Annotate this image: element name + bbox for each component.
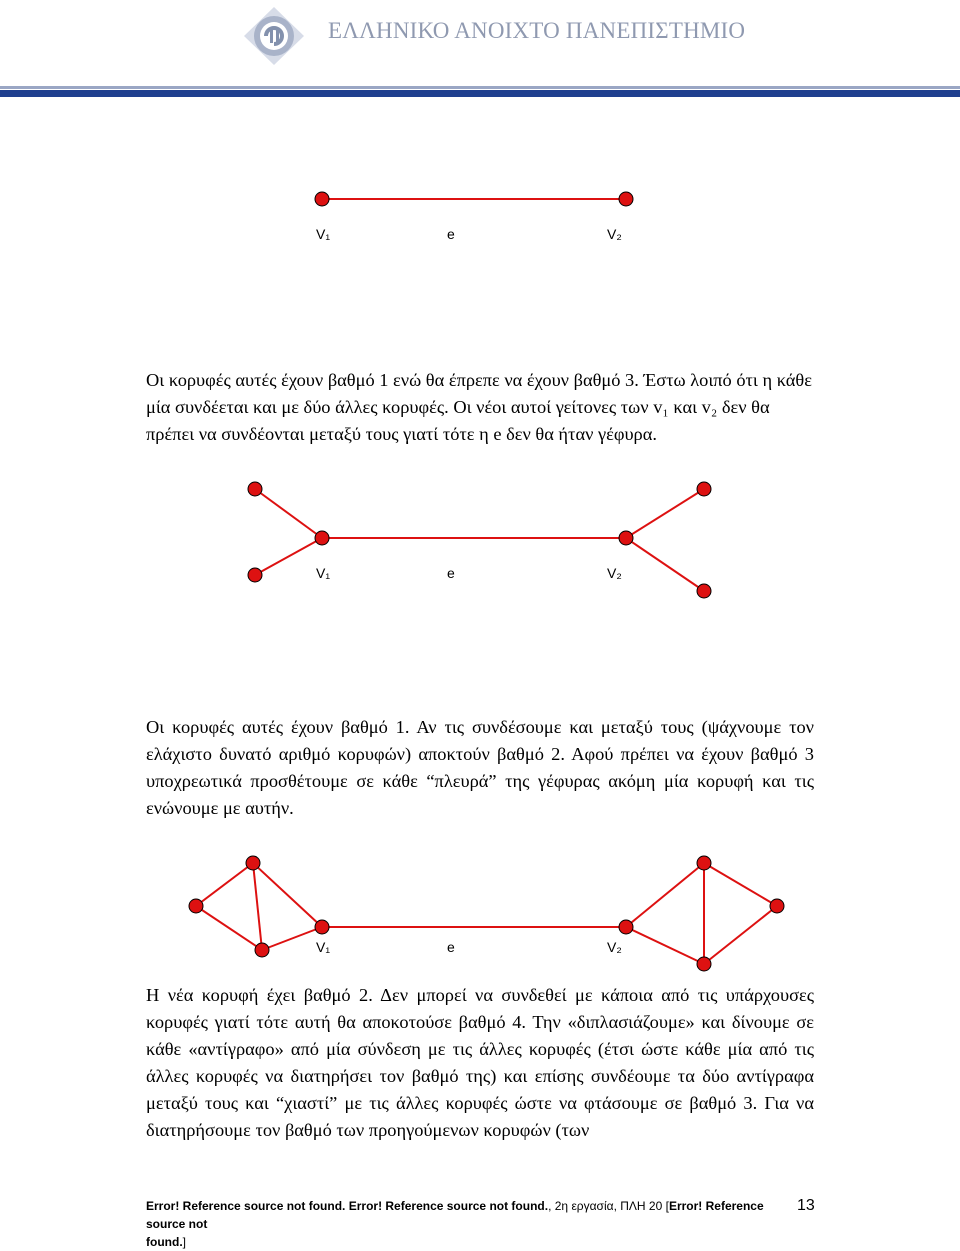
footer — [146, 1197, 766, 1251]
label-v1: V₁ — [316, 939, 331, 955]
label-e: e — [447, 939, 455, 955]
university-logo — [240, 5, 308, 67]
paragraph-2: Οι κορυφές αυτές έχουν βαθμό 1. Αν τις συνδέσουμε και μεταξύ τους (ψάχνουμε τον ελάχιστο δυνατό αριθμό κορυφών) αποκτούν βαθμό 2. Αφού πρέπει να έχουν βαθμό 3 υποχρεωτικά προσθέτουμε σε κάθε “πλευρά” της γέφυρας ακόμη μία κορυφή και τις ενώνουμε με αυτήν. — [146, 717, 814, 818]
vertex — [697, 482, 711, 496]
vertex — [770, 899, 784, 913]
label-e: e — [447, 565, 455, 581]
label-v2: V₂ — [607, 939, 622, 955]
footer-error-2: Error! Reference source not found. — [348, 1199, 549, 1213]
vertex-v1 — [315, 531, 329, 545]
footer-mid: , 2η εργασία, ΠΛΗ 20 [ — [548, 1199, 669, 1213]
vertex — [248, 568, 262, 582]
vertex — [246, 856, 260, 870]
footer-error-3a: Error! Reference source not — [146, 1199, 764, 1231]
footer-error-3b: found. — [146, 1235, 183, 1249]
header-title: ΕΛΛΗΝΙΚΟ ΑΝΟΙΧΤΟ ΠΑΝΕΠΙΣΤΗΜΙΟ — [328, 18, 746, 43]
vertex-v2 — [619, 192, 633, 206]
label-v1: V₁ — [316, 226, 331, 242]
graph-bridge-triangles — [0, 846, 960, 976]
vertex — [248, 482, 262, 496]
vertex — [255, 943, 269, 957]
header-rule — [0, 86, 960, 98]
vertex — [189, 899, 203, 913]
label-v1: V₁ — [316, 565, 331, 581]
graph-bridge-neighbors — [0, 470, 960, 610]
vertex-v2 — [619, 531, 633, 545]
vertex — [697, 856, 711, 870]
footer-close: ] — [182, 1235, 186, 1249]
label-v2: V₂ — [607, 226, 622, 242]
vertex — [697, 584, 711, 598]
footer-error-1: Error! Reference source not found. — [146, 1199, 346, 1213]
vertex — [697, 957, 711, 971]
paragraph-1: Οι κορυφές αυτές έχουν βαθμό 1 ενώ θα έπρεπε να έχουν βαθμό 3. Έστω λοιπό ότι η κάθε μία συνδέεται και με δύο άλλες κορυφές. Οι νέοι αυτοί γείτονες των v₁ και v₂ δεν θα πρέπει να συνδέονται μεταξύ τους γιατί τότε η e δεν θα ήταν γέφυρα. — [146, 370, 812, 444]
graph-single-bridge — [0, 180, 960, 260]
page-number: 13 — [797, 1197, 815, 1214]
label-v2: V₂ — [607, 565, 622, 581]
paragraph-3: Η νέα κορυφή έχει βαθμό 2. Δεν μπορεί να συνδεθεί με κάποια από τις υπάρχουσες κορυφές γιατί τότε αυτή θα αποκοτούσε βαθμό 4. Την «διπλασιάζουμε» και δίνουμε σε κάθε «αντίγραφο» από μία σύνδεση με τις άλλες κορυφές (έτσι ώστε κάθε μία από τις άλλες κορυφές να διατηρήσει τον βαθμό της) και επίσης συνδέουμε τα δύο αντίγραφα μεταξύ τους και “χιαστί” με τις άλλες κορυφές ώστε να φτάσουμε σε βαθμό 3. Για να διατηρήσουμε τον βαθμό των προηγούμενων κορυφών (των — [146, 985, 814, 1140]
label-e: e — [447, 226, 455, 242]
vertex-v2 — [619, 920, 633, 934]
vertex-v1 — [315, 192, 329, 206]
vertex-v1 — [315, 920, 329, 934]
